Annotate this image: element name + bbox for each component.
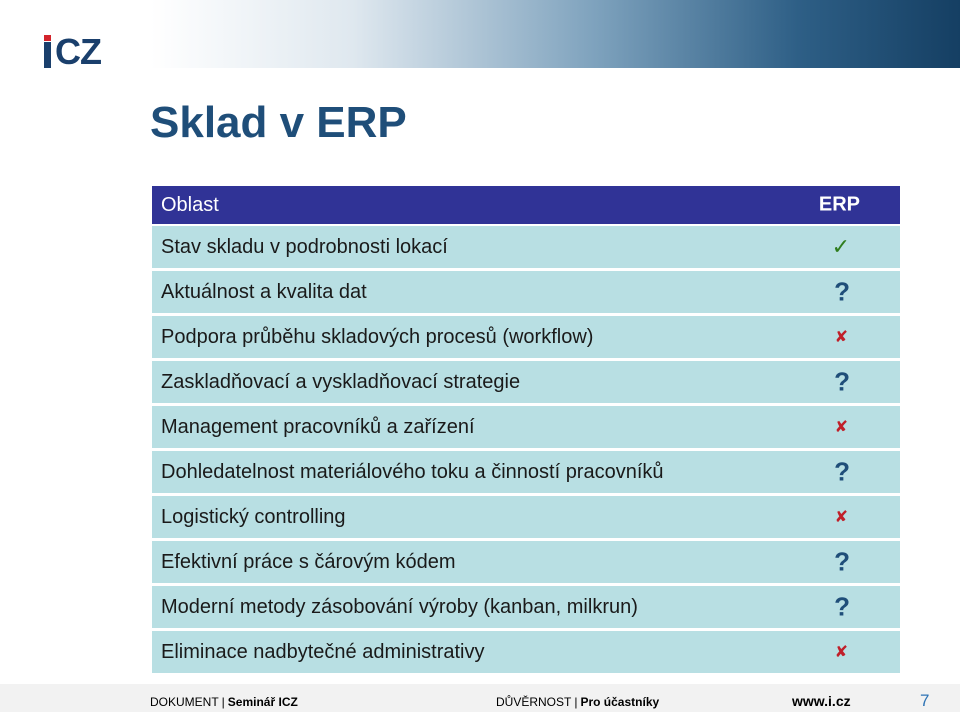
table-row xyxy=(152,406,900,448)
question-icon: ? xyxy=(834,456,850,487)
footer xyxy=(0,684,960,712)
table-row xyxy=(152,631,900,673)
page-number: 7 xyxy=(920,691,930,710)
question-icon: ? xyxy=(834,276,850,307)
row-label: Zaskladňovací a vyskladňovací strategie xyxy=(161,370,521,393)
cross-icon: ✘ xyxy=(834,644,848,661)
row-label: Moderní metody zásobování výroby (kanban, milkrun) xyxy=(161,595,638,618)
row-label: Dohledatelnost materiálového toku a činností pracovníků xyxy=(161,460,664,483)
table-row xyxy=(152,271,900,313)
row-label: Eliminace nadbytečné administrativy xyxy=(161,640,485,663)
question-icon: ? xyxy=(834,591,850,622)
row-label: Logistický controlling xyxy=(161,505,346,528)
row-label: Efektivní práce s čárovým kódem xyxy=(161,550,456,573)
footer-conf-label: DŮVĚRNOST xyxy=(496,695,572,709)
table-row xyxy=(152,451,900,493)
footer-web-link[interactable]: www.i.cz xyxy=(792,693,851,709)
header-band xyxy=(150,0,960,68)
footer-confidentiality: DŮVĚRNOST | Pro účastníky xyxy=(496,695,660,709)
row-label: Management pracovníků a zařízení xyxy=(161,415,475,438)
row-label: Podpora průběhu skladových procesů (workflow) xyxy=(161,325,594,348)
table-row xyxy=(152,496,900,538)
footer-conf-value: Pro účastníky xyxy=(580,695,660,709)
question-icon: ? xyxy=(834,546,850,577)
header-label-oblast: Oblast xyxy=(161,193,219,216)
comparison-table xyxy=(152,186,900,676)
logo-text: CZ xyxy=(55,31,101,72)
cross-icon: ✘ xyxy=(834,509,848,526)
slide-title: Sklad v ERP xyxy=(150,98,407,147)
footer-document: DOKUMENT | Seminář ICZ xyxy=(150,695,298,709)
footer-doc-value: Seminář ICZ xyxy=(227,695,298,709)
table-row xyxy=(152,586,900,628)
table-row xyxy=(152,226,900,268)
cross-icon: ✘ xyxy=(834,329,848,346)
footer-doc-label: DOKUMENT xyxy=(150,695,219,709)
table-row xyxy=(152,316,900,358)
question-icon: ? xyxy=(834,366,850,397)
check-icon: ✓ xyxy=(831,234,850,259)
table-row xyxy=(152,361,900,403)
icz-logo xyxy=(44,31,101,72)
header-label-erp: ERP xyxy=(818,193,860,216)
cross-icon: ✘ xyxy=(834,419,848,436)
table-header-row xyxy=(152,186,900,224)
table-row xyxy=(152,541,900,583)
logo-i-mark xyxy=(44,42,51,68)
row-label: Stav skladu v podrobnosti lokací xyxy=(161,235,448,258)
row-label: Aktuálnost a kvalita dat xyxy=(161,280,367,303)
